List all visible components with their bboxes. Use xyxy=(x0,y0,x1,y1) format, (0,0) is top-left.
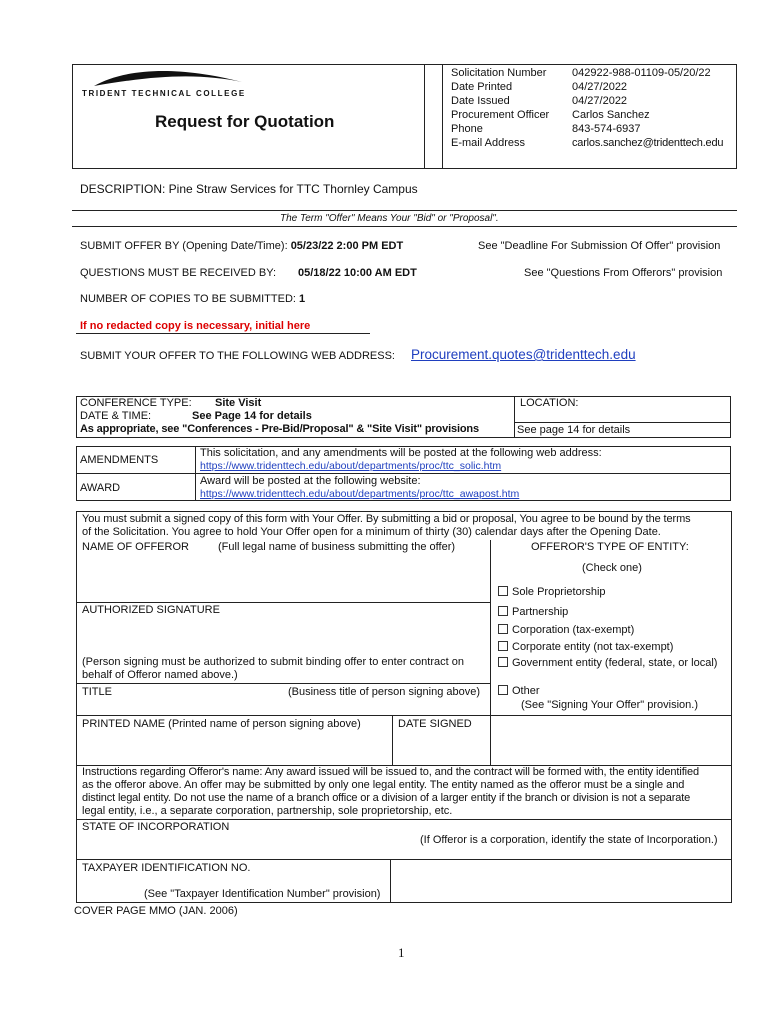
offeror-name-instructions-2: as the offeror above. An offer may be submitted by only one legal entity. The entity named as the offeror must be a single and xyxy=(82,779,685,791)
email-label: E-mail Address xyxy=(451,137,525,149)
signing-authority-note-1: (Person signing must be authorized to submit binding offer to enter contract on xyxy=(82,656,464,668)
redacted-initial-note: If no redacted copy is necessary, initial here xyxy=(80,320,311,332)
award-link[interactable]: https://www.tridenttech.edu/about/departments/proc/ttc_awapost.htm xyxy=(200,488,520,500)
state-incorporation-label: STATE OF INCORPORATION xyxy=(82,821,230,833)
taxpayer-id-hint: (See "Taxpayer Identification Number" provision) xyxy=(144,888,381,900)
entity-option-label: Sole Proprietorship xyxy=(512,586,606,598)
entity-option-label: Partnership xyxy=(512,606,569,618)
checkbox-icon[interactable] xyxy=(498,606,508,616)
entity-option-label: Corporation (tax-exempt) xyxy=(512,624,635,636)
title-label: TITLE xyxy=(82,686,112,698)
document-title: Request for Quotation xyxy=(155,112,335,131)
taxpayer-id-label: TAXPAYER IDENTIFICATION NO. xyxy=(82,862,251,874)
date-issued-label: Date Issued xyxy=(451,95,510,107)
entity-type-label: OFFEROR'S TYPE OF ENTITY: xyxy=(531,541,689,553)
submit-by-label: SUBMIT OFFER BY (Opening Date/Time): xyxy=(80,240,291,252)
offeror-name-instructions-1: Instructions regarding Offeror's name: Any award issued will be issued to, and the contract will be formed with, the entity identified xyxy=(82,766,700,778)
submit-by-row xyxy=(80,240,403,252)
entity-corporation-tax-exempt[interactable] xyxy=(498,624,634,636)
checkbox-icon[interactable] xyxy=(498,657,508,667)
offeror-name-instructions-3: distinct legal entity. Do not use the name of a branch office or a division of a larger entity if the branch or division is not a separate xyxy=(82,792,691,804)
checkbox-icon[interactable] xyxy=(498,624,508,634)
entity-other[interactable] xyxy=(498,685,540,697)
signing-provision-note: (See "Signing Your Offer" provision.) xyxy=(521,699,698,711)
authorized-signature-field[interactable] xyxy=(80,618,485,654)
entity-extra-field xyxy=(494,718,728,762)
copies-label: NUMBER OF COPIES TO BE SUBMITTED: xyxy=(80,293,300,305)
submit-by-value: 05/23/22 2:00 PM EDT xyxy=(290,240,404,252)
award-text: Award will be posted at the following website: xyxy=(200,475,421,487)
offeror-name-hint: (Full legal name of business submitting the offer) xyxy=(218,541,456,553)
date-signed-field[interactable] xyxy=(396,733,486,761)
offeror-name-label: NAME OF OFFEROR xyxy=(82,541,189,553)
date-printed-label: Date Printed xyxy=(451,81,513,93)
amendments-text: This solicitation, and any amendments will be posted at the following web address: xyxy=(200,447,602,459)
location-label: LOCATION: xyxy=(520,397,579,409)
procurement-officer-value: Carlos Sanchez xyxy=(572,109,650,121)
web-address-label: SUBMIT YOUR OFFER TO THE FOLLOWING WEB ADDRESS: xyxy=(80,350,395,362)
entity-option-label: Other xyxy=(512,685,540,697)
offeror-name-instructions-4: legal entity, i.e., a separate corporation, partnership, sole proprietorship, etc. xyxy=(82,805,453,817)
offer-term-note: The Term "Offer" Means Your "Bid" or "Proposal". xyxy=(280,213,499,224)
conference-provisions: As appropriate, see "Conferences - Pre-Bid/Proposal" & "Site Visit" provisions xyxy=(80,423,479,435)
checkbox-icon[interactable] xyxy=(498,641,508,651)
location-value: See page 14 for details xyxy=(517,424,631,436)
check-one-label: (Check one) xyxy=(582,562,642,574)
date-printed-value: 04/27/2022 xyxy=(572,81,628,93)
date-signed-label: DATE SIGNED xyxy=(398,718,472,730)
solicitation-number-value: 042922-988-01109-05/20/22 xyxy=(572,67,711,79)
phone-value: 843-574-6937 xyxy=(572,123,641,135)
solicitation-number-label: Solicitation Number xyxy=(451,67,547,79)
printed-name-label: PRINTED NAME (Printed name of person signing above) xyxy=(82,718,361,730)
conference-date-value: See Page 14 for details xyxy=(192,410,312,422)
award-label: AWARD xyxy=(80,482,121,494)
entity-sole-proprietorship[interactable] xyxy=(498,586,606,598)
amendments-link[interactable]: https://www.tridenttech.edu/about/departments/proc/ttc_solic.htm xyxy=(200,460,502,472)
conference-date-label: DATE & TIME: xyxy=(80,410,152,422)
submit-by-note: See "Deadline For Submission Of Offer" provision xyxy=(478,240,721,252)
checkbox-icon[interactable] xyxy=(498,685,508,695)
description: DESCRIPTION: Pine Straw Services for TTC Thornley Campus xyxy=(80,182,418,196)
entity-option-label: Government entity (federal, state, or local) xyxy=(512,657,718,669)
questions-note: See "Questions From Offerors" provision xyxy=(524,267,723,279)
checkbox-icon[interactable] xyxy=(498,586,508,596)
phone-label: Phone xyxy=(451,123,483,135)
title-hint: (Business title of person signing above) xyxy=(288,686,480,698)
questions-label: QUESTIONS MUST BE RECEIVED BY: xyxy=(80,267,277,279)
questions-value: 05/18/22 10:00 AM EDT xyxy=(298,267,417,279)
conference-type-value: Site Visit xyxy=(215,397,262,409)
copies-value: 1 xyxy=(299,293,306,305)
offeror-name-field[interactable] xyxy=(80,556,485,598)
redacted-initial-line[interactable] xyxy=(76,333,370,334)
submission-email-link[interactable]: Procurement.quotes@tridenttech.edu xyxy=(411,347,636,362)
procurement-officer-label: Procurement Officer xyxy=(451,109,550,121)
college-name: TRIDENT TECHNICAL COLLEGE xyxy=(82,89,246,98)
state-incorporation-hint: (If Offeror is a corporation, identify the state of Incorporation.) xyxy=(420,834,718,846)
entity-corporate-not-exempt[interactable] xyxy=(498,641,673,653)
form-intro-line-1: You must submit a signed copy of this form with Your Offer. By submitting a bid or proposal, You agree to be bound by the terms xyxy=(82,513,691,525)
authorized-signature-label: AUTHORIZED SIGNATURE xyxy=(82,604,220,616)
entity-government[interactable] xyxy=(498,657,717,669)
taxpayer-id-field[interactable] xyxy=(394,862,728,900)
date-issued-value: 04/27/2022 xyxy=(572,95,628,107)
title-field[interactable] xyxy=(80,699,485,713)
email-value[interactable]: carlos.sanchez@tridenttech.edu xyxy=(572,137,724,149)
copies-row xyxy=(80,293,305,305)
cover-page-footer: COVER PAGE MMO (JAN. 2006) xyxy=(74,905,238,917)
page-number: 1 xyxy=(398,945,405,960)
entity-option-label: Corporate entity (not tax-exempt) xyxy=(512,641,674,653)
form-intro-line-2: of the Solicitation. You agree to hold Your Offer open for a minimum of thirty (30) calendar days after the Opening Date. xyxy=(82,526,661,538)
signing-authority-note-2: behalf of Offeror named above.) xyxy=(82,669,238,681)
entity-partnership[interactable] xyxy=(498,606,568,618)
printed-name-field[interactable] xyxy=(80,733,388,761)
conference-type-label: CONFERENCE TYPE: xyxy=(80,397,192,409)
college-logo xyxy=(92,66,262,90)
state-incorporation-field[interactable] xyxy=(80,836,410,856)
amendments-label: AMENDMENTS xyxy=(80,454,159,466)
